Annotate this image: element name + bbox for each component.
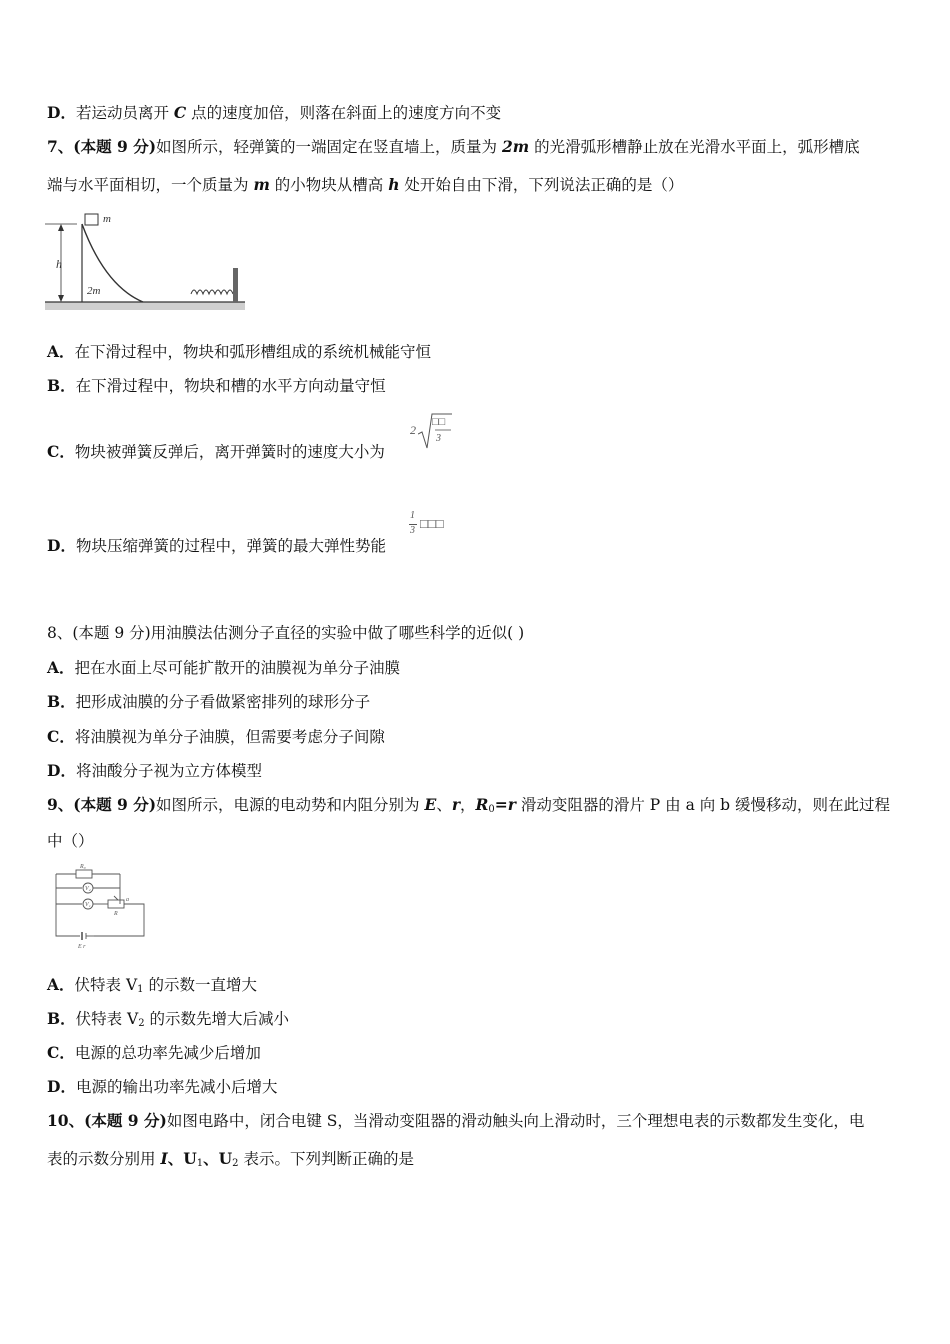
q9-score: (本题 9 分) (73, 795, 157, 814)
option-text: 把形成油膜的分子看做紧密排列的球形分子 (75, 693, 371, 711)
q7-mass-m: m (253, 175, 270, 194)
q7-option-c-formula (408, 412, 452, 454)
sub-1: 1 (196, 1158, 204, 1169)
var-e: E (424, 795, 437, 814)
q9-option-a (47, 975, 257, 1000)
q7-option-a (47, 342, 431, 362)
var-r0: R (475, 795, 489, 814)
q9-stem-line-2 (47, 831, 94, 851)
option-letter: D． (47, 1077, 76, 1096)
var-r: r (451, 795, 460, 814)
q7-option-b (47, 376, 386, 396)
option-letter: C． (47, 727, 75, 746)
small-block (85, 214, 98, 225)
option-text: 电源的输出功率先减小后增大 (75, 1078, 278, 1096)
equals: = (494, 795, 508, 814)
formula-body: □□□ (420, 516, 444, 531)
label-a: a (126, 897, 129, 903)
option-letter: A． (47, 975, 75, 994)
q9-option-d (47, 1077, 277, 1097)
q10-text-b: 表的示数分别用 (47, 1150, 161, 1168)
q7-score: (本题 9 分) (73, 137, 157, 156)
option-text: 物块被弹簧反弹后，离开弹簧时的速度大小为 (74, 443, 385, 461)
q9-option-c (47, 1043, 261, 1063)
option-letter: C． (47, 1043, 75, 1062)
label-er: E r (78, 944, 86, 950)
q7-stem-line-1 (47, 137, 860, 157)
q6-option-d (47, 103, 501, 123)
ground (45, 302, 245, 310)
option-text: 物块压缩弹簧的过程中，弹簧的最大弹性势能 (75, 537, 386, 555)
q7-text-a: 如图所示，轻弹簧的一端固定在竖直墙上，质量为 (156, 138, 502, 156)
q10-text-c: 表示。下列判断正确的是 (238, 1150, 414, 1168)
q7-height-h: h (388, 175, 400, 194)
option-text-2: 点的速度加倍，则落在斜面上的速度方向不变 (186, 104, 502, 122)
q8-text: 8、(本题 9 分)用油膜法估测分子直径的实验中做了哪些科学的近似( ) (47, 624, 525, 642)
q9-text-a: 如图所示，电源的电动势和内阻分别为 (156, 796, 425, 814)
option-text: 伏特表 V (74, 976, 138, 994)
q10-number: 10、 (47, 1111, 85, 1130)
option-text-2: 的示数先增大后减小 (144, 1010, 290, 1028)
option-text: 将油酸分子视为立方体模型 (75, 762, 262, 780)
option-text: 若运动员离开 (75, 104, 174, 122)
var-i: I (160, 1149, 168, 1168)
option-letter: B． (47, 1009, 76, 1028)
q9-stem-line-1 (47, 795, 890, 820)
q9-text-c: 中（） (47, 832, 94, 850)
option-letter: A． (47, 342, 75, 361)
u2-label: 、U (203, 1149, 233, 1168)
option-letter: D． (47, 103, 76, 122)
q7-text-c: 端与水平面相切，一个质量为 (47, 176, 254, 194)
u1-label: 、U (167, 1149, 197, 1168)
label-h: h (56, 257, 62, 271)
sep: ， (460, 796, 476, 814)
q9-circuit-figure (52, 860, 152, 950)
option-letter: A． (47, 658, 75, 677)
label-2m: 2m (87, 285, 101, 297)
formula-num: 1 (410, 510, 415, 521)
spring (191, 290, 233, 294)
q9-number: 9、 (47, 795, 74, 814)
q8-option-b (47, 692, 370, 712)
formula-coef: 2 (410, 423, 416, 437)
formula-den: 3 (436, 433, 441, 444)
wall (233, 268, 238, 302)
option-letter: B． (47, 692, 76, 711)
option-letter: D． (47, 536, 76, 555)
q7-text-e: 处开始自由下滑，下列说法正确的是（） (399, 176, 684, 194)
q8-option-c (47, 727, 385, 747)
option-letter: D． (47, 761, 76, 780)
q7-option-d (47, 536, 386, 556)
option-text: 在下滑过程中，物块和槽的水平方向动量守恒 (75, 377, 386, 395)
label-v2: V₂ (85, 886, 91, 892)
option-text: 伏特表 V (75, 1010, 139, 1028)
option-text: 把在水面上尽可能扩散开的油膜视为单分子油膜 (74, 659, 401, 677)
var-c: C (173, 103, 187, 122)
q7-stem-line-2 (47, 175, 683, 195)
sep: 、 (436, 796, 452, 814)
rheostat (108, 900, 124, 908)
option-text: 将油膜视为单分子油膜，但需要考虑分子间隙 (74, 728, 385, 746)
q7-option-c (47, 442, 385, 462)
sub-0: 0 (488, 804, 495, 815)
q8-option-d (47, 761, 262, 781)
q7-number: 7、 (47, 137, 74, 156)
q10-stem-line-1 (47, 1111, 864, 1131)
q9-option-b (47, 1009, 289, 1034)
q10-text-a: 如图电路中，闭合电键 S，当滑动变阻器的滑动触头向上滑动时，三个理想电表的示数都发生变化，电 (166, 1112, 865, 1130)
option-text: 电源的总功率先减少后增加 (74, 1044, 261, 1062)
option-letter: C． (47, 442, 75, 461)
formula-den: 3 (410, 525, 415, 536)
q7-option-d-formula (408, 510, 460, 542)
sub-2: 2 (232, 1158, 239, 1169)
label-r: R (114, 911, 118, 917)
q10-score: (本题 9 分) (84, 1111, 167, 1130)
option-text-2: 的示数一直增大 (143, 976, 257, 994)
q8-stem (47, 623, 524, 643)
sub-1: 1 (137, 984, 144, 995)
label-m: m (103, 213, 111, 225)
q9-text-b: 滑动变阻器的滑片 P 由 a 向 b 缓慢移动，则在此过程 (515, 796, 891, 814)
label-v1: V₁ (85, 902, 91, 908)
var-r: r (507, 795, 516, 814)
sub-2: 2 (138, 1018, 145, 1029)
formula-num: □□ (432, 416, 446, 428)
option-text: 在下滑过程中，物块和弧形槽组成的系统机械能守恒 (74, 343, 432, 361)
option-letter: B． (47, 376, 76, 395)
q7-text-b: 的光滑弧形槽静止放在光滑水平面上，弧形槽底 (529, 138, 860, 156)
q7-figure (45, 206, 245, 314)
label-r0: R₀ (80, 864, 86, 870)
q7-text-d: 的小物块从槽高 (269, 176, 389, 194)
q7-mass-2m: 2m (501, 137, 530, 156)
resistor-r0 (76, 870, 92, 878)
q8-option-a (47, 658, 400, 678)
q10-stem-line-2 (47, 1149, 414, 1174)
